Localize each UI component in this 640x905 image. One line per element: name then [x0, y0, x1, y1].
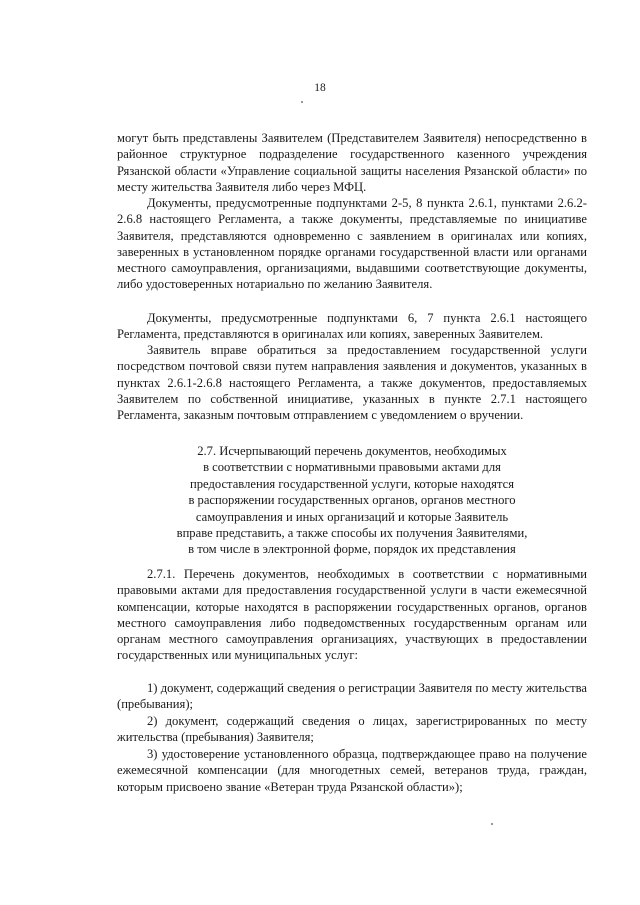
- heading-line: в распоряжении государственных органов, органов местного: [188, 493, 516, 508]
- paragraph-submission-methods: могут быть представлены Заявителем (Представителем Заявителя) непосредственно в районное структурное подразделение государственного казенного учреждения Рязанской области «Управление социальной защиты населения Рязанской области» по месту жительства Заявителя либо через МФЦ.: [117, 131, 587, 194]
- heading-line: в том числе в электронной форме, порядок их представления: [188, 542, 516, 557]
- heading-line: вправе представить, а также способы их получения Заявителями,: [176, 526, 528, 541]
- paragraph-documents-originals: Документы, предусмотренные подпунктами 2-5, 8 пункта 2.6.1, пунктами 2.6.2-2.6.8 настоящего Регламента, а также документы, представляемые по инициативе Заявителя, представляются одновременно с заявлением в оригиналах или копиях, заверенных в установленном порядке органами государственной власти или органами местного самоуправления, организациями, выдавшими соответствующие документы, либо удостоверенных нотариально по желанию Заявителя.: [117, 196, 587, 292]
- paragraph-2-7-1: 2.7.1. Перечень документов, необходимых в соответствии с нормативными правовыми актами для предоставления государственной услуги в части ежемесячной компенсации, которые находятся в распоряжении государственных органов, органов местного самоуправления либо подведомственных государственным органам или органам местного самоуправления организациях, участвующих в предоставлении государственных или муниципальных услуг:: [117, 567, 587, 663]
- scan-speck: [301, 101, 303, 103]
- list-item-2: 2) документ, содержащий сведения о лицах, зарегистрированных по месту жительства (пребывания) Заявителя;: [117, 714, 587, 745]
- section-heading-2-7: [140, 443, 564, 558]
- heading-line: предоставления государственной услуги, которые находятся: [189, 476, 515, 491]
- heading-line: в соответствии с нормативными правовыми актами для: [203, 460, 501, 475]
- heading-line: 2.7. Исчерпывающий перечень документов, необходимых: [197, 444, 507, 458]
- paragraph-postal-submission: Заявитель вправе обратиться за предоставлением государственной услуги посредством почтовой связи путем направления заявления и документов, указанных в пунктах 2.6.1-2.6.8 настоящего Регламента, а также документов, предоставляемых Заявителем по собственной инициативе, указанных в пункте 2.7.1 настоящего Регламента, заказным почтовым отправлением с уведомлением о вручении.: [117, 343, 587, 423]
- list-item-1: 1) документ, содержащий сведения о регистрации Заявителя по месту жительства (пребывания);: [117, 681, 587, 712]
- heading-line: самоуправления и иных организаций и которые Заявитель: [195, 509, 509, 524]
- page-number: 18: [314, 82, 326, 94]
- list-item-3: 3) удостоверение установленного образца, подтверждающее право на получение ежемесячной компенсации (для многодетных семей, ветеранов труда, граждан, которым присвоено звание «Ветеран труда Рязанской области»);: [117, 747, 587, 794]
- scan-speck: [491, 823, 493, 825]
- paragraph-documents-certified: Документы, предусмотренные подпунктами 6, 7 пункта 2.6.1 настоящего Регламента, представляются в оригиналах или копиях, заверенных Заявителем.: [117, 311, 587, 342]
